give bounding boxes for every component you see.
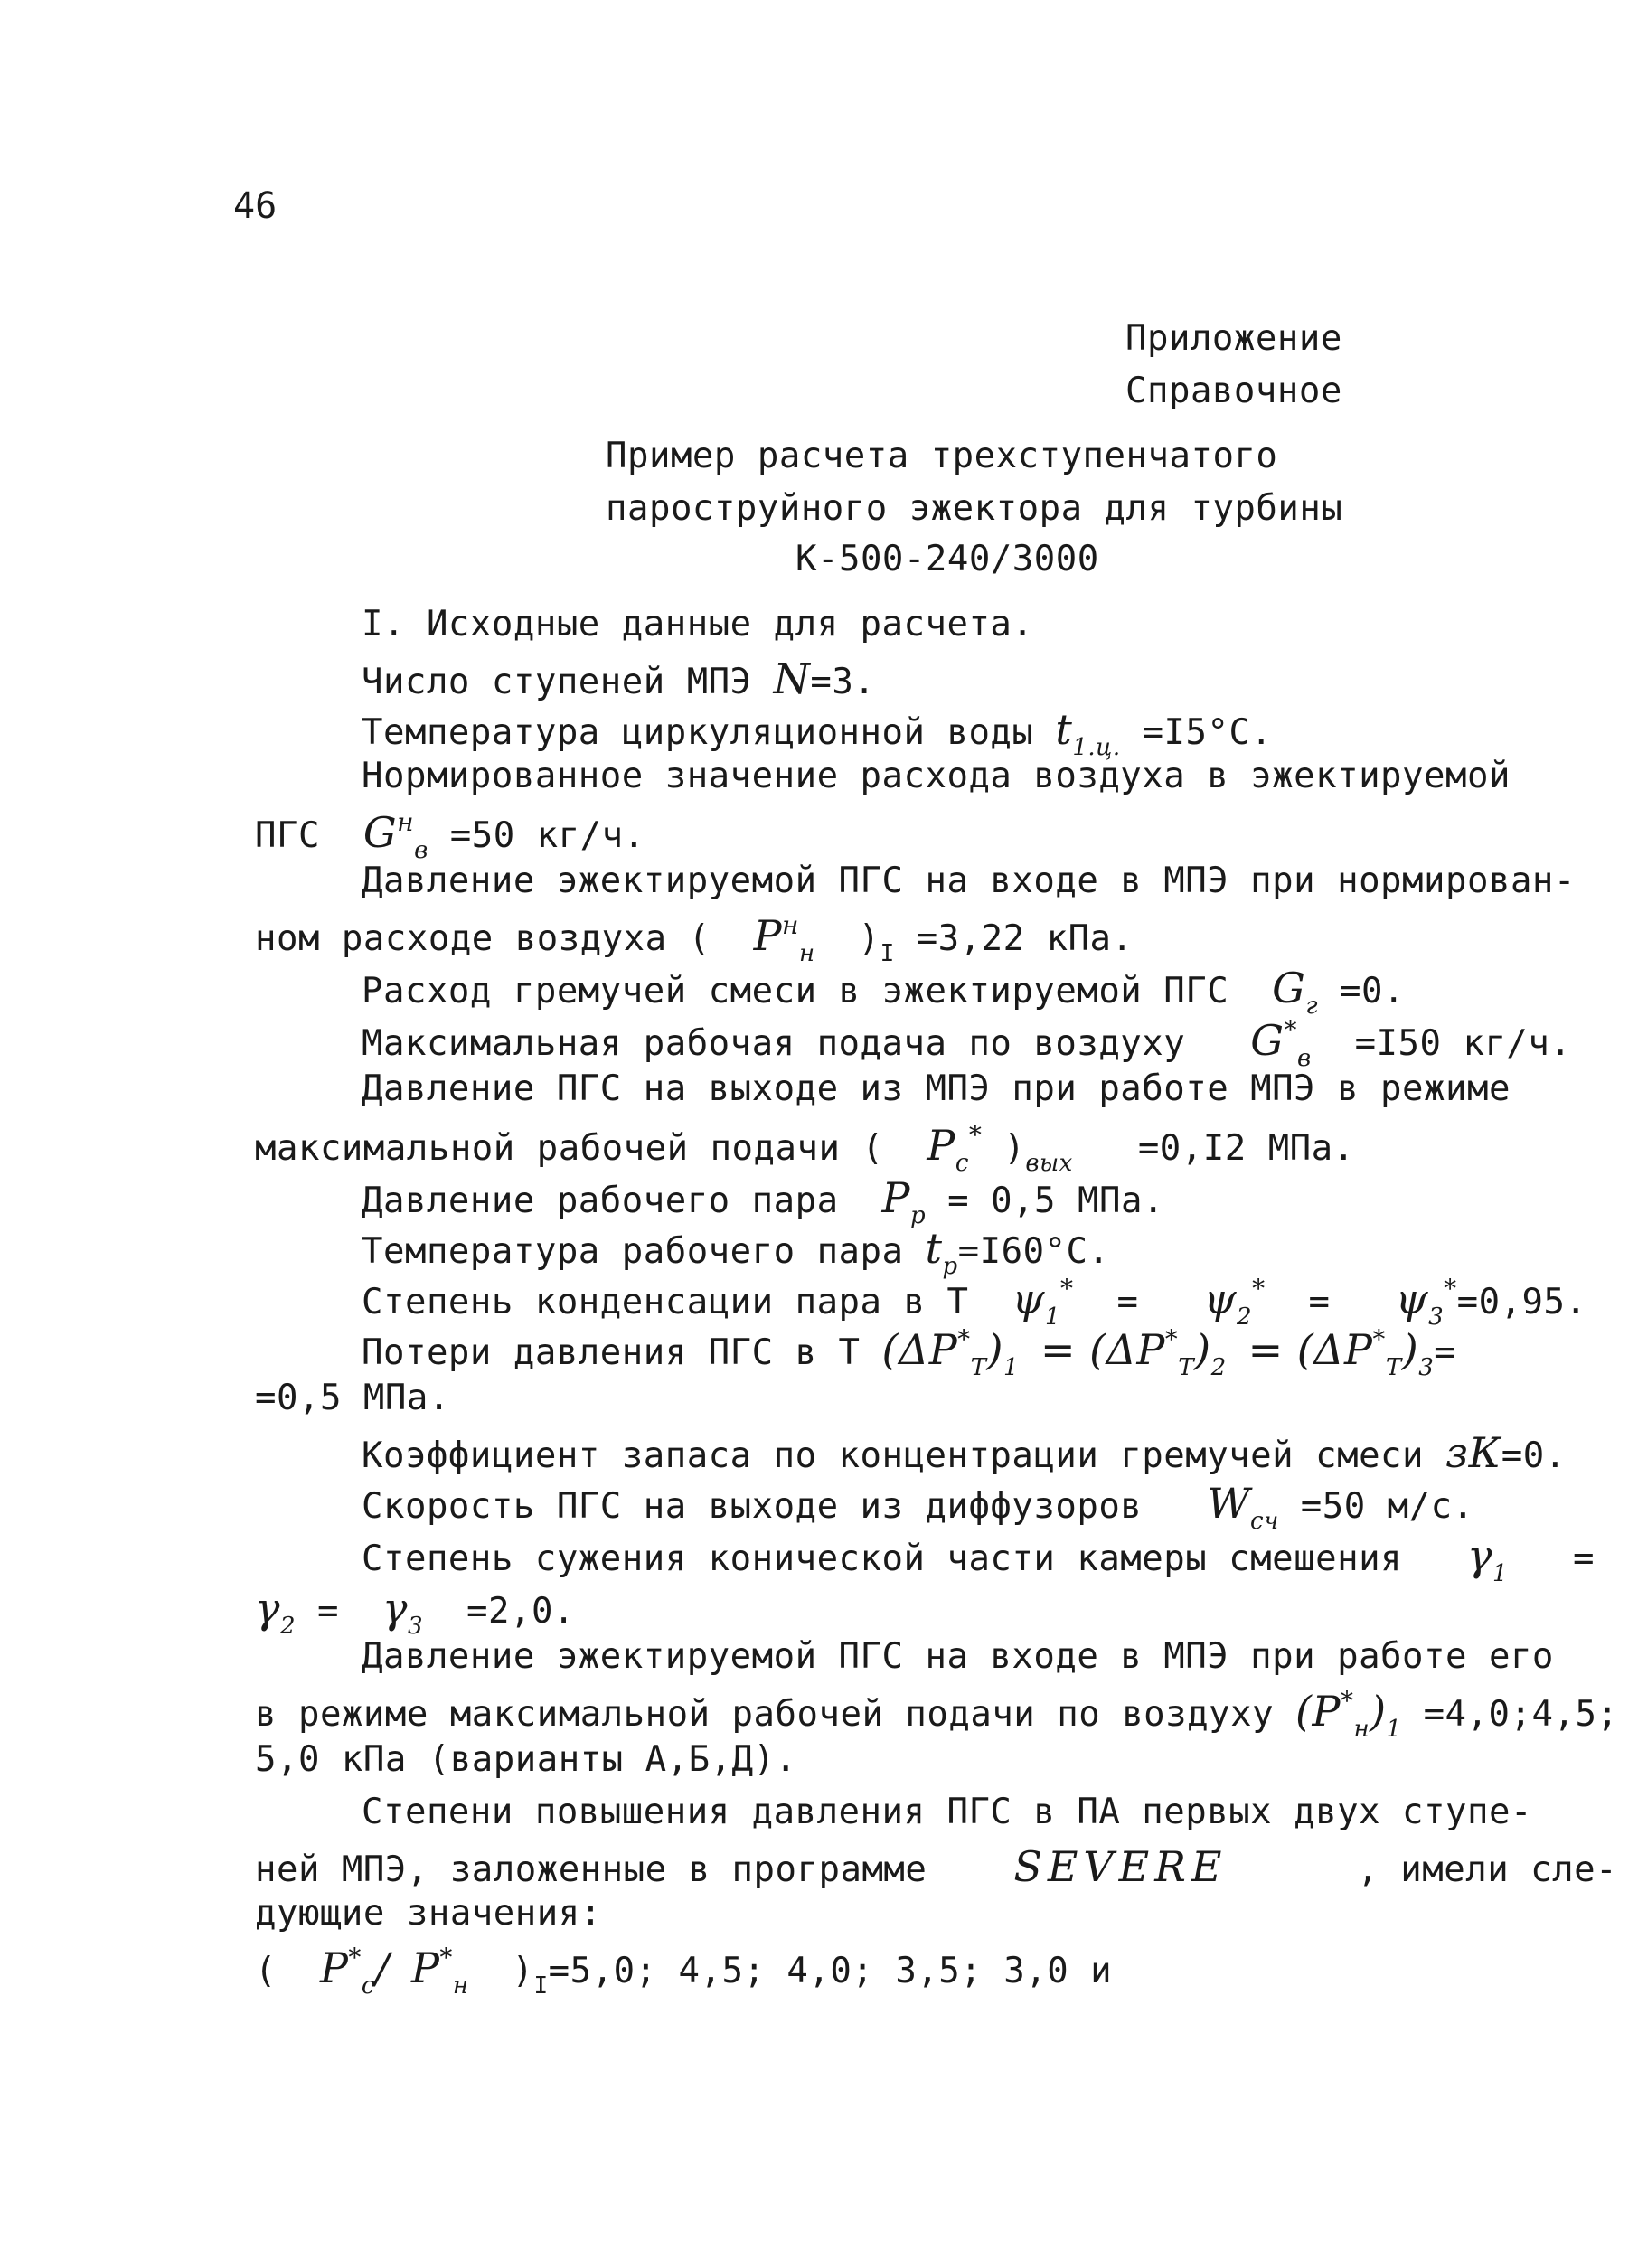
title-line-3: К-500-240/3000 (795, 539, 1099, 579)
text-line-outlet-pressure: максимальной рабочей подачи ( $P_с^*$ )$_{вых}$ =0,I2 МПа. (255, 1120, 1355, 1177)
text-line-velocity: Скорость ПГС на выходе из диффузоров $W_{сч} =50$ м/с. (362, 1479, 1474, 1535)
text-line: =0,5 МПа. (255, 1378, 450, 1418)
text-line-detonating-mixture: Расход гремучей смеси в эжектируемой ПГС $G_г =0$. (362, 964, 1405, 1020)
text-line: Давление эжектируемой ПГС на входе в МПЭ при нормирован- (362, 861, 1576, 901)
text-line-water-temp: Температура циркуляционной воды $t_{1.ц.} =I5^\circ C$. (362, 705, 1273, 761)
text-line-max-feed: Максимальная рабочая подача по воздуху $G^*_в =I50$ кг/ч. (362, 1015, 1572, 1072)
text-line-steam-temp: Температура рабочего пара $t_р=I60^\circ C$. (362, 1224, 1110, 1280)
text-line-safety-factor: Коэффициент запаса по концентрации гремучей смеси зК=0. (362, 1428, 1567, 1477)
text-line-pressure-loss: Потери давления ПГС в Т $(\Delta P^*_Т)_1 = (\Delta P^*_Т)_2 = (\Delta P^*_Т)_3=$ (362, 1324, 1456, 1381)
text-line-program: ней МПЭ, заложенные в программе SEVERE , имели сле- (255, 1842, 1618, 1891)
text-line-steam-pressure: Давление рабочего пара $P_р = 0,5$ МПа. (362, 1173, 1164, 1229)
text-line: Степени повышения давления ПГС в ПА первых двух ступе- (362, 1792, 1532, 1832)
title-line-1: Пример расчета трехступенчатого (606, 436, 1278, 476)
text-line: Давление эжектируемой ПГС на входе в МПЭ при работе его (362, 1636, 1554, 1677)
reference-label: Справочное (1125, 371, 1342, 411)
text-line-gamma: $\gamma_2 = \gamma_3 =2,0$. (255, 1584, 575, 1640)
text-line-max-mode: в режиме максимальной рабочей подачи по воздуху $(P^*_н)_1$ =4,0;4,5; (255, 1686, 1619, 1743)
text-line-condensation: Степень конденсации пара в Т $\psi_1^*$ = $\psi_2^*$ = $\psi_3^*=0,95$. (362, 1274, 1587, 1331)
text-line: Давление ПГС на выходе из МПЭ при работе МПЭ в режиме (362, 1068, 1511, 1109)
title-line-2: пароструйного эжектора для турбины (606, 488, 1343, 529)
section-heading: I. Исходные данные для расчета. (362, 604, 1034, 645)
text-line-pressure-normal: ном расходе воздуха ( $P^н_н$ )$_I =3,22$ кПа. (255, 910, 1134, 967)
text-line-stages: Число ступеней МПЭ N=3. (362, 654, 876, 703)
text-line: дующие значения: (255, 1893, 602, 1934)
text-line: Нормированное значение расхода воздуха в эжектируемой (362, 756, 1511, 796)
text-line-ratios: ( $P^*_с/$ $P^*_н$ )$_I=5,0$; 4,5; 4,0; 3,5; 3,0 и (255, 1943, 1113, 2000)
text-line-narrowing: Степень сужения конической части камеры смешения $\gamma_1$ = (362, 1531, 1595, 1587)
appendix-label: Приложение (1125, 318, 1342, 359)
page-number: 46 (233, 185, 278, 227)
text-line-air-flow: ПГС $G^н_в =50$ кг/ч. (255, 807, 645, 864)
text-line: 5,0 кПа (варианты А,Б,Д). (255, 1739, 797, 1780)
